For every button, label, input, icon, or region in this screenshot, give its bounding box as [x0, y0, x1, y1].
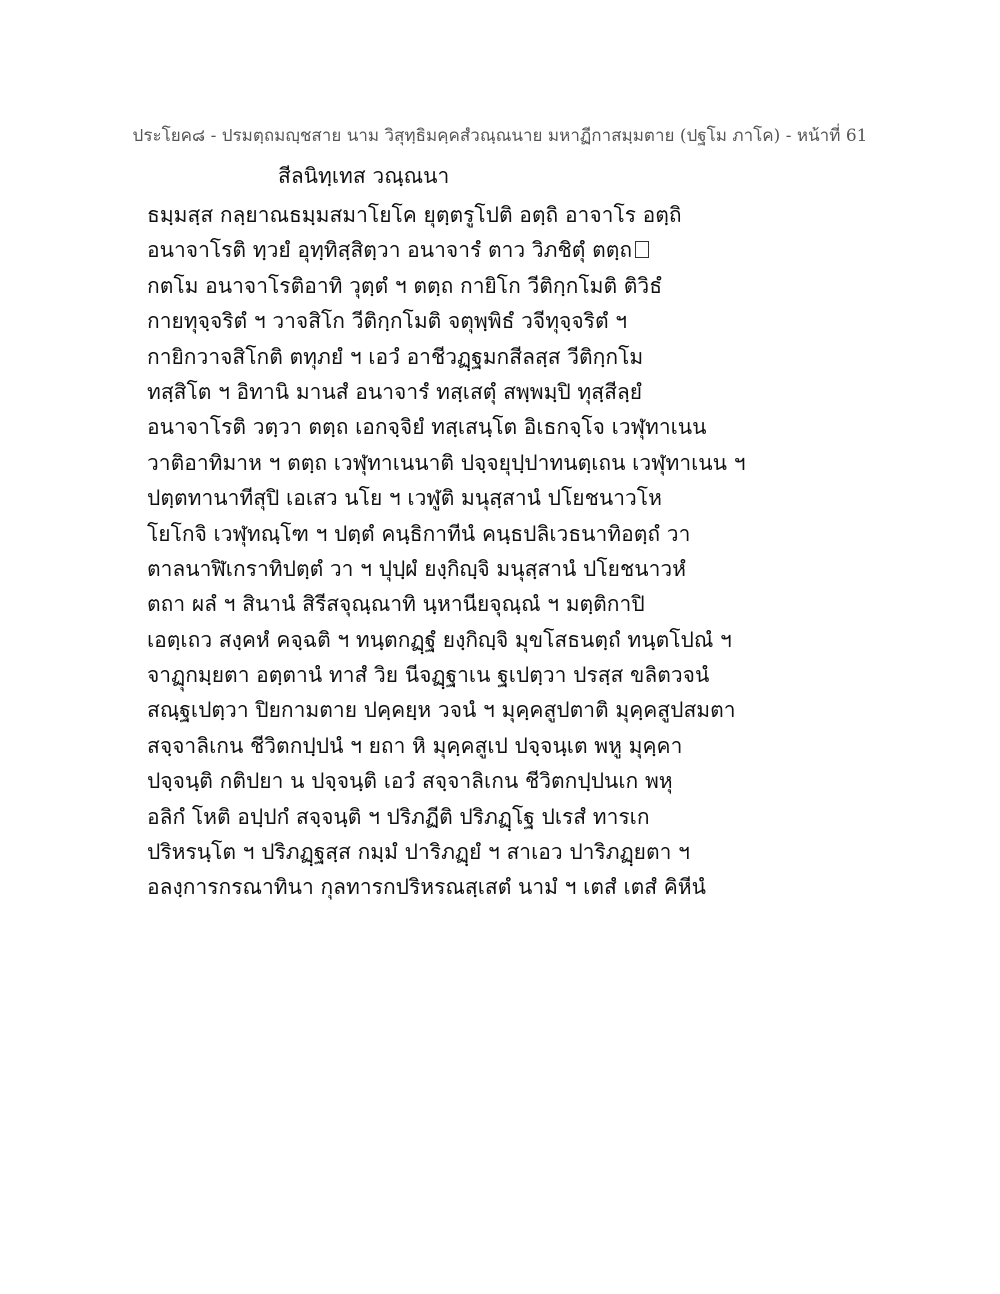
text-line-content: อลงฺการกรณาทินา กุลทารกปริหรณสฺเสตํ นามํ ฯ เตสํ เตสํ คิหีนํ — [147, 875, 707, 900]
text-line — [147, 481, 847, 516]
text-line — [147, 375, 847, 410]
text-line-content: ตถา ผลํ ฯ สินานํ สิรีสจุณฺณาทิ นฺหานียจุณฺณํ ฯ มตฺติกาปิ — [147, 592, 645, 617]
text-line-content: อลิกํ โหติ อปฺปกํ สจฺจนฺติ ฯ ปริภฏีติ ปริภฏฺโฐ ปเรสํ ทารเก — [147, 804, 650, 829]
text-line-content: ตาลนาฬิเกราทิปตฺตํ วา ฯ ปุปฺผํ ยงฺกิญฺจิ มนุสฺสานํ ปโยชนาวหํ — [147, 556, 687, 581]
text-line-content: ปตฺตทานาทีสุปิ เอเสว นโย ฯ เวฬูติ มนุสฺสานํ ปโยชนาวโห — [147, 486, 662, 511]
text-line — [147, 517, 847, 552]
text-line — [147, 587, 847, 622]
text-line — [147, 269, 847, 304]
text-line-content: ปริหรนฺโต ฯ ปริภฏฺฐสฺส กมฺมํ ปาริภฏฺยํ ฯ สาเอว ปาริภฏฺยตา ฯ — [147, 840, 690, 865]
text-line-content: สณฺฐเปตฺวา ปิยกามตาย ปคฺคยฺห วจนํ ฯ มุคฺคสูปตาติ มุคฺคสูปสมตา — [147, 698, 736, 723]
missing-glyph-box-icon — [635, 241, 649, 258]
text-line-content: กายทุจฺจริตํ ฯ วาจสิโก วีติกฺกโมติ จตุพฺพิธํ วจีทุจฺจริตํ ฯ — [147, 309, 628, 334]
text-line-content: กายิกวาจสิโกติ ตทุภยํ ฯ เอวํ อาชีวฏฺฐมกสีลสฺส วีติกฺกโม — [147, 344, 644, 369]
text-line-content: อนาจาโรติ ทฺวยํ อุทฺทิสฺสิตฺวา อนาจารํ ตาว วิภชิตุํ ตตฺถ — [147, 238, 633, 263]
text-line-content: วาติอาทิมาห ฯ ตตฺถ เวฬุทาเนนาติ ปจฺจยุปฺปาทนตฺเถน เวฬุทาเนน ฯ — [147, 450, 746, 475]
text-line-content: สจฺจาลิเกน ชีวิตกปฺปนํ ฯ ยถา หิ มุคฺคสูเป ปจฺจนฺเต พหู มุคฺคา — [147, 733, 683, 758]
text-line — [147, 764, 847, 799]
text-line — [147, 410, 847, 445]
text-line — [147, 729, 847, 764]
text-line — [147, 800, 847, 835]
text-line — [147, 446, 847, 481]
body-text — [147, 198, 847, 906]
text-line-content: อนาจาโรติ วตฺวา ตตฺถ เอกจฺจิยํ ทสฺเสนฺโต อิเธกจฺโจ เวฬุทาเนน — [147, 415, 707, 440]
text-line — [147, 552, 847, 587]
text-line-content: ปจฺจนฺติ กติปยา น ปจฺจนฺติ เอวํ สจฺจาลิเกน ชีวิตกปฺปนเก พหุ — [147, 769, 673, 794]
text-line-content: จาฏุกมฺยตา อตฺตานํ ทาสํ วิย นีจฏฺฐาเน ฐเปตฺวา ปรสฺส ขลิตวจนํ — [147, 663, 710, 688]
text-line — [147, 340, 847, 375]
text-line — [147, 304, 847, 339]
section-title: สีลนิทฺเทส วณฺณนา — [278, 164, 450, 188]
text-line — [147, 658, 847, 693]
text-line — [147, 693, 847, 728]
text-line — [147, 233, 847, 268]
text-line — [147, 198, 847, 233]
text-line-content: เอตฺเถว สงฺคหํ คจฺฉติ ฯ ทนฺตกฏฺฐํ ยงฺกิญฺจิ มุขโสธนตฺถํ ทนฺตโปณํ ฯ — [147, 627, 732, 652]
text-line-content: ทสฺสิโต ฯ อิทานิ มานสํ อนาจารํ ทสฺเสตุํ สพฺพมฺปิ ทุสฺสีลฺยํ — [147, 379, 643, 404]
text-line-content: กตโม อนาจาโรติอาทิ วุตฺตํ ฯ ตตฺถ กายิโก วีติกฺกโมติ ติวิธํ — [147, 273, 663, 298]
running-header: ประโยค๘ - ปรมตฺถมญฺชสาย นาม วิสุทฺธิมคฺคสํวณฺณนาย มหาฏีกาสมฺมตาย (ปฐโม ภาโค) - หน้าที่ 61 — [132, 126, 868, 146]
text-line — [147, 623, 847, 658]
text-line-content: ธมฺมสฺส กลฺยาณธมฺมสมาโยโค ยุตฺตรูโปติ อตฺถิ อาจาโร อตฺถิ — [147, 203, 682, 227]
text-line — [147, 870, 847, 905]
text-line-content: โยโกจิ เวฬุทณฺโฑ ฯ ปตฺตํ คนฺธิกาทีนํ คนฺธปลิเวธนาทิอตฺถํ วา — [147, 521, 691, 546]
text-line — [147, 835, 847, 870]
